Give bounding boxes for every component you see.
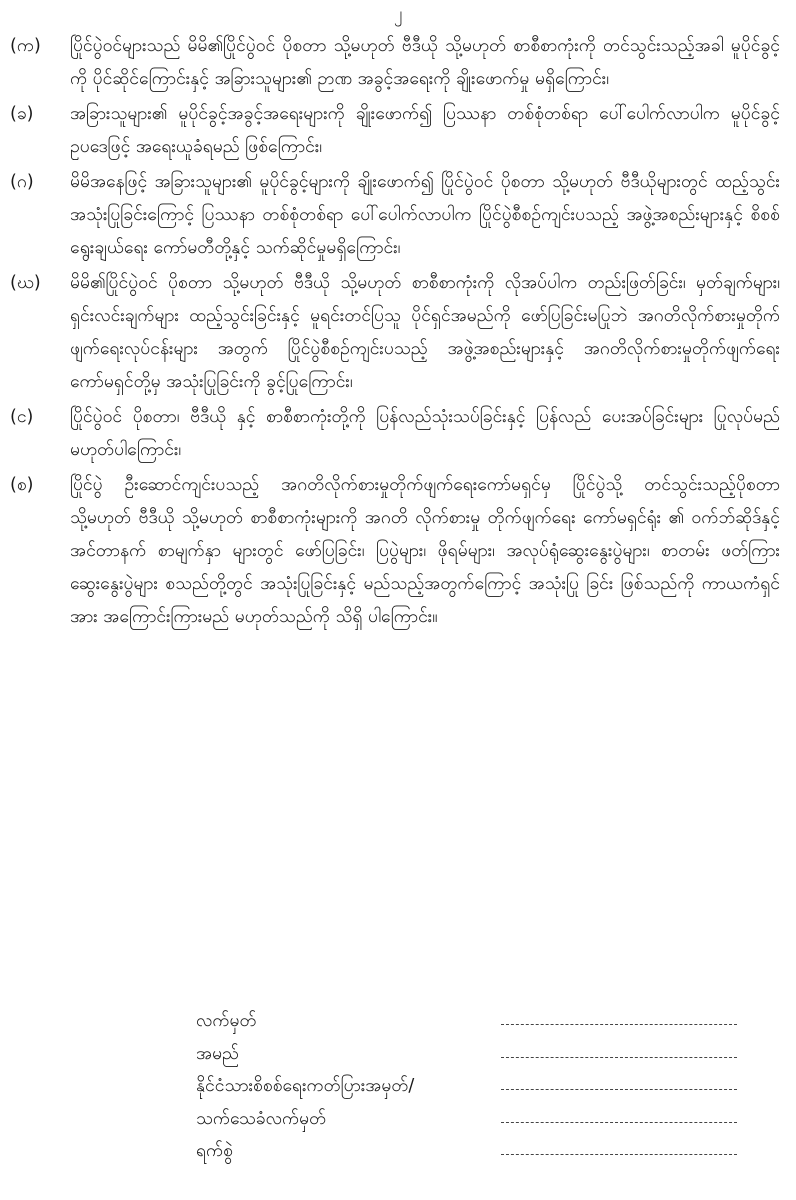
name-line[interactable] bbox=[501, 1056, 737, 1058]
certificate-row bbox=[196, 1103, 756, 1136]
name-row bbox=[196, 1038, 756, 1071]
clause-ga bbox=[10, 166, 780, 265]
clause-marker: (က) bbox=[10, 36, 41, 56]
id-card-row bbox=[196, 1070, 756, 1103]
signature-block bbox=[196, 1005, 756, 1168]
clause-nga bbox=[10, 401, 780, 467]
certificate-line[interactable] bbox=[501, 1121, 737, 1123]
clause-ka bbox=[10, 30, 780, 96]
clause-kha bbox=[10, 98, 780, 164]
clause-text: ပြိုင်ပွဲ ဦးဆောင်ကျင်းပသည့် အဂတိလိုက်စားမှုတိုက်ဖျက်ရေးကော်မရှင်မှ ပြိုင်ပွဲသို့ တင်သွင်းသည့်ပိုစတာ သို့မဟုတ် ဗီဒီယို သို့မဟုတ် စာစီစာကုံးများကို အဂတိ လိုက်စားမှု တိုက်ဖျက်ရေး ကော်မရှင်ရုံး ၏ ဝက်ဘ်ဆိုဒ်နှင့် အင်တာနက် စာမျက်နှာ များတွင် ဖော်ပြခြင်း၊ ပြပွဲများ၊ ဖိုရမ်များ၊ အလုပ်ရုံဆွေးနွေးပွဲများ၊ စာတမ်း ဖတ်ကြား ဆွေးနွေးပွဲများ စသည်တို့တွင် အသုံးပြုခြင်းနှင့် မည်သည့်အတွက်ကြောင့် အသုံးပြု ခြင်း ဖြစ်သည်ကို ကာယကံရှင်အား အကြောင်းကြားမည် မဟုတ်သည်ကို သိရှိ ပါကြောင်း။ bbox=[70, 475, 780, 627]
clause-list bbox=[10, 30, 780, 636]
signature-label: လက်မှတ် bbox=[196, 1011, 257, 1032]
date-row bbox=[196, 1135, 756, 1168]
clause-text: မိမိအနေဖြင့် အခြားသူများ၏ မူပိုင်ခွင့်များကို ချိုးဖောက်၍ ပြိုင်ပွဲဝင် ပိုစတာ သို့မဟုတ် ဗီဒီယိုများတွင် ထည့်သွင်းအသုံးပြုခြင်းကြောင့် ပြဿနာ တစ်စုံတစ်ရာ ပေါ်ပေါက်လာပါက ပြိုင်ပွဲစီစဉ်ကျင်းပသည့် အဖွဲ့အစည်းများနှင့် စိစစ်ရွေးချယ်ရေး ကော်မတီတို့နှင့် သက်ဆိုင်မှုမရှိကြောင်း၊ bbox=[70, 172, 780, 258]
clause-text: ပြိုင်ပွဲဝင်များသည် မိမိ၏ပြိုင်ပွဲဝင် ပိုစတာ သို့မဟုတ် ဗီဒီယို သို့မဟုတ် စာစီစာကုံးကို တင်သွင်းသည့်အခါ မူပိုင်ခွင့်ကို ပိုင်ဆိုင်ကြောင်းနှင့် အခြားသူများ၏ ဉာဏ အခွင့်အရေးကို ချိုးဖောက်မှု မရှိကြောင်း၊ bbox=[70, 36, 780, 89]
name-label: အမည် bbox=[196, 1043, 239, 1064]
clause-marker: (စ) bbox=[10, 475, 34, 495]
clause-marker: (ခ) bbox=[10, 104, 34, 124]
certificate-label: သက်သေခံလက်မှတ် bbox=[196, 1108, 327, 1129]
clause-text: ပြိုင်ပွဲဝင် ပိုစတာ၊ ဗီဒီယို နှင့် စာစီစာကုံးတို့ကို ပြန်လည်သုံးသပ်ခြင်းနှင့် ပြန်လည် ပေးအပ်ခြင်းများ ပြုလုပ်မည်မဟုတ်ပါကြောင်း၊ bbox=[70, 407, 780, 460]
clause-marker: (င) bbox=[10, 407, 34, 427]
clause-marker: (ဂ) bbox=[10, 172, 34, 192]
page-number: ၂ bbox=[393, 4, 403, 24]
signature-row bbox=[196, 1005, 756, 1038]
id-card-line[interactable] bbox=[501, 1088, 737, 1090]
signature-line[interactable] bbox=[501, 1023, 737, 1025]
date-line[interactable] bbox=[501, 1153, 737, 1155]
clause-text: အခြားသူများ၏ မူပိုင်ခွင့်အခွင့်အရေးများကို ချိုးဖောက်၍ ပြဿနာ တစ်စုံတစ်ရာ ပေါ်ပေါက်လာပါက မူပိုင်ခွင့်ဥပဒေဖြင့် အရေးယူခံရမည် ဖြစ်ကြောင်း၊ bbox=[70, 104, 780, 157]
clause-gha bbox=[10, 267, 780, 399]
clause-text: မိမိ၏ပြိုင်ပွဲဝင် ပိုစတာ သို့မဟုတ် ဗီဒီယို သို့မဟုတ် စာစီစာကုံးကို လိုအပ်ပါက တည်းဖြတ်ခြင်း၊ မှတ်ချက်များ၊ ရှင်းလင်းချက်များ ထည့်သွင်းခြင်းနှင့် မူရင်းတင်ပြသူ ပိုင်ရှင်အမည်ကို ဖော်ပြခြင်းမပြုဘဲ အဂတိလိုက်စားမှုတိုက်ဖျက်ရေးလုပ်ငန်းများ အတွက် ပြိုင်ပွဲစီစဉ်ကျင်းပသည့် အဖွဲ့အစည်းများနှင့် အဂတိလိုက်စားမှုတိုက်ဖျက်ရေး ကော်မရှင်တို့မှ အသုံးပြုခြင်းကို ခွင့်ပြုကြောင်း၊ bbox=[70, 273, 780, 392]
id-card-label: နိုင်ငံသားစိစစ်ရေးကတ်ပြားအမှတ်/ bbox=[196, 1076, 415, 1097]
date-label: ရက်စွဲ bbox=[196, 1141, 234, 1162]
clause-marker: (ဃ) bbox=[10, 273, 41, 293]
clause-sa bbox=[10, 469, 780, 634]
